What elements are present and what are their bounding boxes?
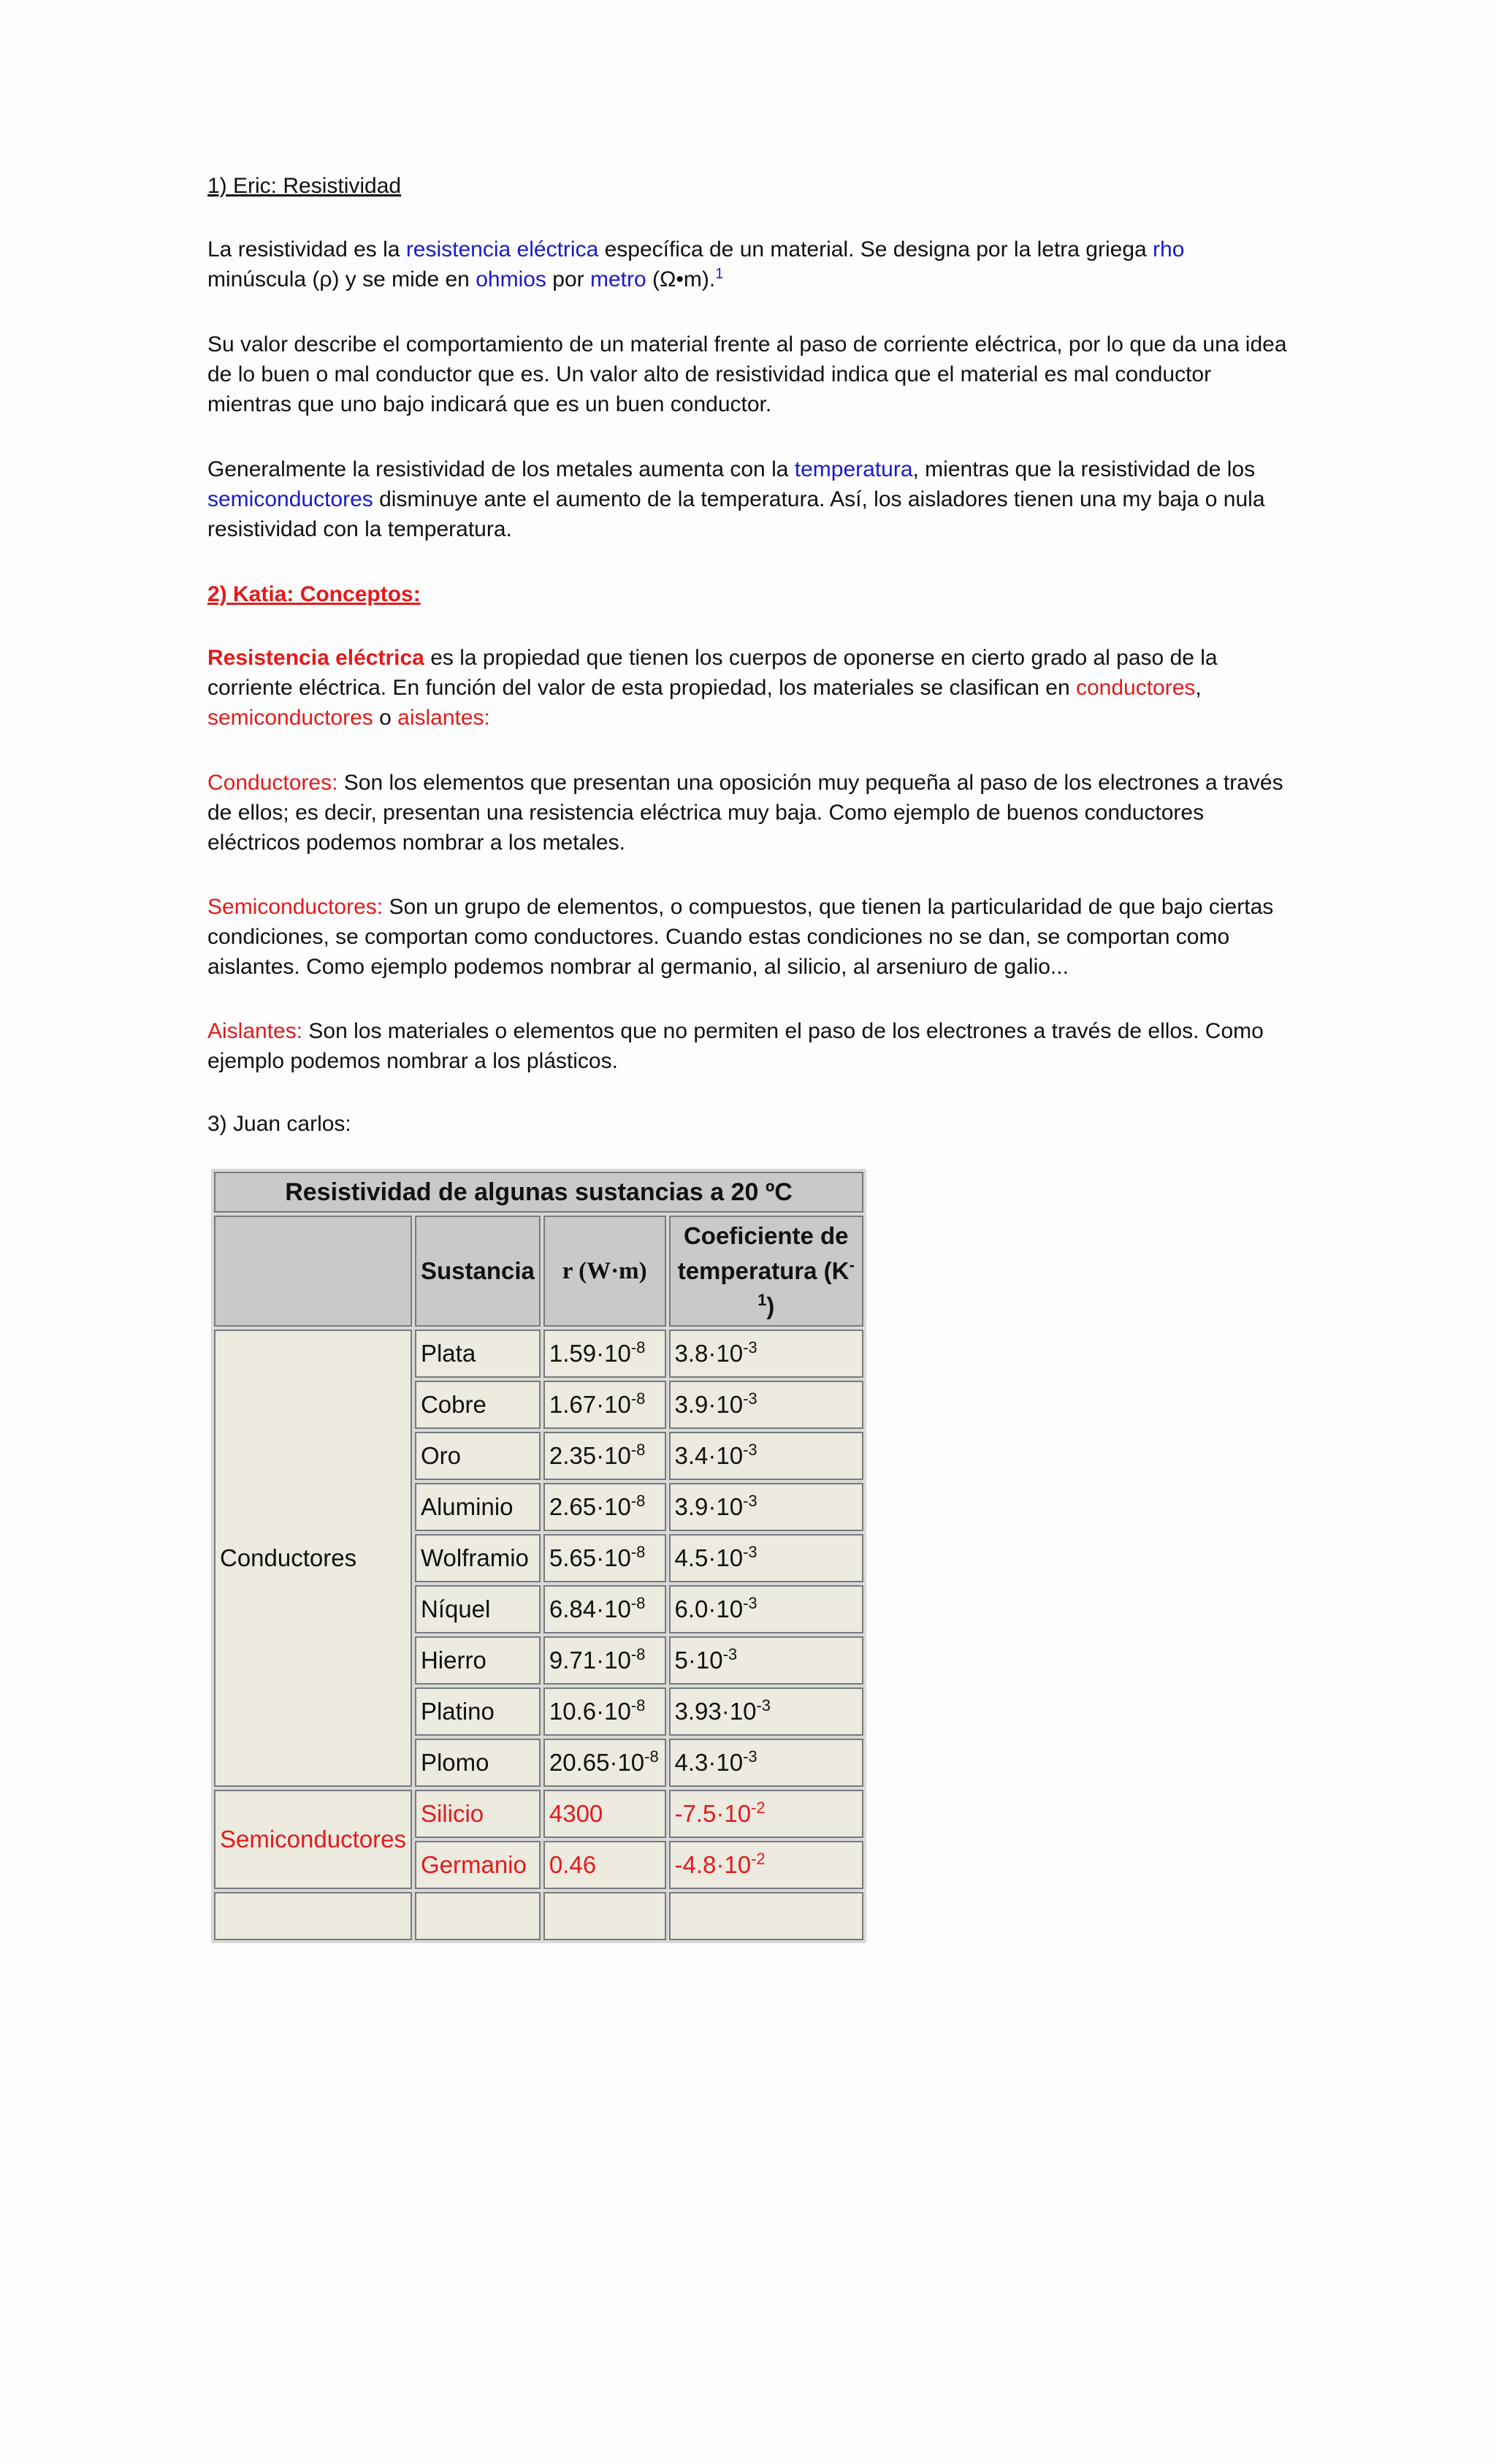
link-ohmios[interactable]: ohmios <box>476 267 546 291</box>
cell-resistividad: $10.6\cdot 10^{-8}$ <box>543 1687 666 1736</box>
link-rho[interactable]: rho <box>1153 237 1185 262</box>
header-empty <box>214 1216 412 1327</box>
cell-resistividad: $1.59\cdot 10^{-8}$ <box>543 1330 666 1378</box>
cell-sustancia: Germanio <box>415 1841 541 1889</box>
cell-empty <box>214 1892 412 1940</box>
section-2 <box>207 579 1289 609</box>
cell-sustancia: Silicio <box>415 1790 541 1838</box>
link-resistencia-electrica[interactable]: resistencia eléctrica <box>405 237 599 262</box>
group-semiconductores: Semiconductores <box>214 1790 412 1889</box>
resistivity-table <box>211 1169 866 1943</box>
cell-coeficiente: $3.8\cdot 10^{-3}$ <box>669 1330 863 1378</box>
section-1 <box>207 171 1289 201</box>
header-coeficiente: Coeficiente de temperatura $(K^{-1})$ <box>669 1216 863 1327</box>
footnote-ref[interactable]: 1 <box>715 266 724 282</box>
cell-resistividad: $1.67\cdot 10^{-8}$ <box>543 1381 666 1429</box>
paragraph-conductores: Conductores: Son los elementos que presentan una oposición muy pequeña al paso de los electrones a través de ellos; es decir, presentan una resistencia eléctrica muy baja. Como ejemplo de buenos conductores eléctricos podemos nombrar a los metales. <box>207 771 1283 855</box>
resistivity-table-image <box>211 1169 866 1878</box>
table-row-cutoff <box>214 1892 863 1940</box>
section-1-paragraph-1: La resistividad es la resistencia eléctrica específica de un material. Se designa por la letra griega rho minúscula (ρ) y se mide en ohmios por metro (Ω•m).$^1$ <box>207 237 1185 291</box>
section-1-heading: 1) Eric: Resistividad <box>207 174 402 198</box>
cell-coeficiente: $3.9\cdot 10^{-3}$ <box>669 1483 863 1531</box>
cell-coeficiente: $-7.5\cdot 10^{-2}$ <box>669 1790 863 1838</box>
cell-sustancia: Hierro <box>415 1636 541 1685</box>
cell-coeficiente: $5\cdot 10^{-3}$ <box>669 1636 863 1685</box>
cell-sustancia: Níquel <box>415 1585 541 1633</box>
cell-sustancia: Wolframio <box>415 1534 541 1582</box>
cell-sustancia: Plata <box>415 1330 541 1378</box>
cell-empty <box>415 1892 541 1940</box>
cell-resistividad: $2.35\cdot 10^{-8}$ <box>543 1432 666 1480</box>
section-2-paragraph-1: Resistencia eléctrica es la propiedad que tienen los cuerpos de oponerse en cierto grado al paso de la corriente eléctrica. En función del valor de esta propiedad, los materiales se clasifican en conductores, semiconductores o aislantes: <box>207 646 1218 730</box>
cell-resistividad: $6.84\cdot 10^{-8}$ <box>543 1585 666 1633</box>
cell-coeficiente: $-4.8\cdot 10^{-2}$ <box>669 1841 863 1889</box>
cell-sustancia: Aluminio <box>415 1483 541 1531</box>
cell-resistividad: 4300 <box>543 1790 666 1838</box>
section-1-paragraph-3: Generalmente la resistividad de los metales aumenta con la temperatura, mientras que la resistividad de los semiconductores disminuye ante el aumento de la temperatura. Así, los aisladores tienen una my baja o nula resistividad con la temperatura. <box>207 457 1265 541</box>
header-resistividad: r (W·m) <box>543 1216 666 1327</box>
section-1-paragraph-2: Su valor describe el comportamiento de un material frente al paso de corriente eléctrica, por lo que da una idea de lo buen o mal conductor que es. Un valor alto de resistividad indica que el material es mal conductor mientras que uno bajo indicará que es un buen conductor. <box>207 332 1287 416</box>
term-resistencia: Resistencia eléctrica <box>207 646 424 670</box>
table-row <box>214 1330 863 1378</box>
table-row <box>214 1790 863 1838</box>
cell-sustancia: Plomo <box>415 1739 541 1787</box>
section-3-heading: 3) Juan carlos: <box>207 1112 351 1136</box>
cell-coeficiente: $6.0\cdot 10^{-3}$ <box>669 1585 863 1633</box>
cell-resistividad: 0.46 <box>543 1841 666 1889</box>
cell-resistividad: $9.71\cdot 10^{-8}$ <box>543 1636 666 1685</box>
cell-sustancia: Cobre <box>415 1381 541 1429</box>
cell-coeficiente: $3.9\cdot 10^{-3}$ <box>669 1381 863 1429</box>
cell-empty <box>543 1892 666 1940</box>
cell-sustancia: Oro <box>415 1432 541 1480</box>
cell-coeficiente: $4.3\cdot 10^{-3}$ <box>669 1739 863 1787</box>
paragraph-semiconductores: Semiconductores: Son un grupo de elementos, o compuestos, que tienen la particularidad de que bajo ciertas condiciones, se comportan como conductores. Cuando estas condiciones no se dan, se comportan como aislantes. Como ejemplo podemos nombrar al germanio, al silicio, al arseniuro de galio... <box>207 895 1274 979</box>
cell-coeficiente: $3.93\cdot 10^{-3}$ <box>669 1687 863 1736</box>
cell-resistividad: $5.65\cdot 10^{-8}$ <box>543 1534 666 1582</box>
cell-empty <box>669 1892 863 1940</box>
header-sustancia: Sustancia <box>415 1216 541 1327</box>
section-2-heading: 2) Katia: Conceptos: <box>207 582 421 606</box>
cell-sustancia: Platino <box>415 1687 541 1736</box>
link-temperatura[interactable]: temperatura <box>794 457 913 481</box>
section-3 <box>207 1109 1289 1139</box>
group-conductores: Conductores <box>214 1330 412 1787</box>
cell-resistividad: $2.65\cdot 10^{-8}$ <box>543 1483 666 1531</box>
paragraph-aislantes: Aislantes: Son los materiales o elementos que no permiten el paso de los electrones a través de ellos. Como ejemplo podemos nombrar a los plásticos. <box>207 1019 1264 1073</box>
cell-resistividad: $20.65\cdot 10^{-8}$ <box>543 1739 666 1787</box>
link-metro[interactable]: metro <box>589 267 646 291</box>
cell-coeficiente: $3.4\cdot 10^{-3}$ <box>669 1432 863 1480</box>
cell-coeficiente: $4.5\cdot 10^{-3}$ <box>669 1534 863 1582</box>
table-caption: Resistividad de algunas sustancias a 20 ºC <box>214 1172 863 1213</box>
link-semiconductores[interactable]: semiconductores <box>207 487 373 511</box>
